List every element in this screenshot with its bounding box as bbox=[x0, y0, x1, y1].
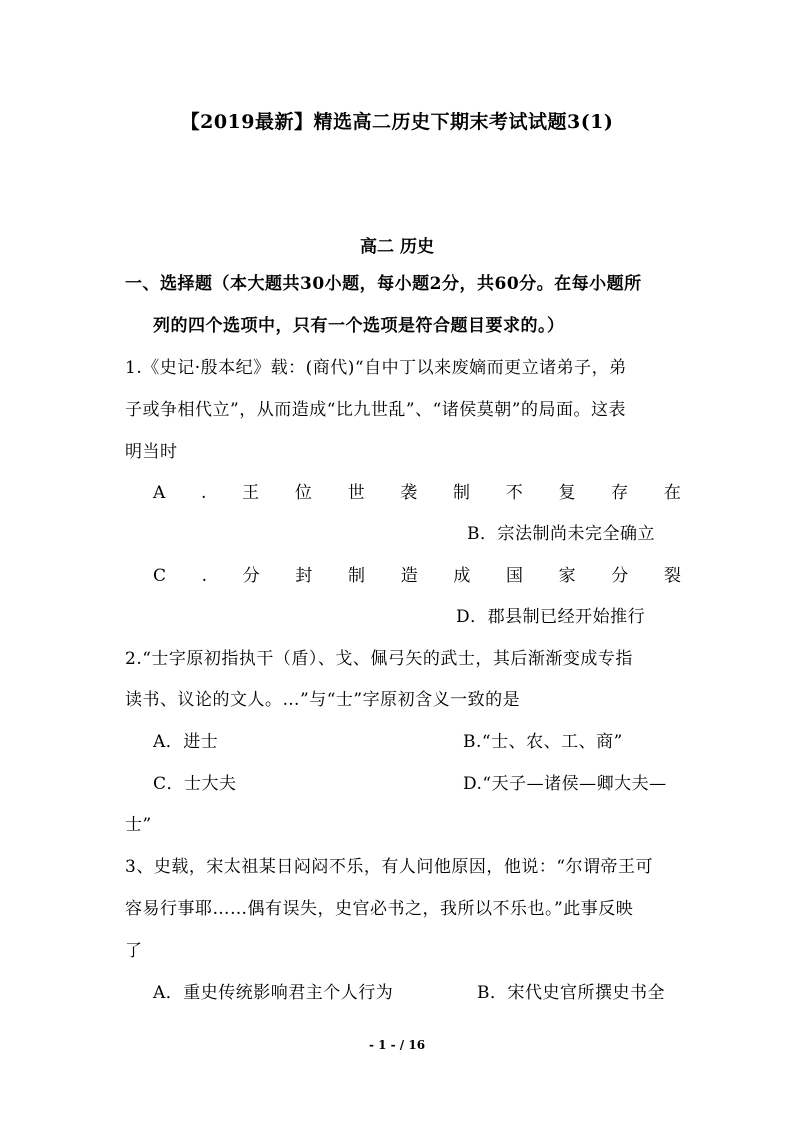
q2-stem-line2: 读书、议论的文人。…”与“士”字原初含义一致的是 bbox=[125, 690, 521, 710]
q1-option-c-char: 分 bbox=[611, 566, 629, 586]
q1-stem-line1: 1.《史记·殷本纪》载：(商代)“自中丁以来废嫡而更立诸弟子，弟 bbox=[125, 358, 627, 378]
document-subtitle: 高二 历史 bbox=[360, 237, 434, 257]
q1-option-a-char: 复 bbox=[558, 483, 576, 503]
q2-option-d: D.“天子—诸侯—卿大夫— bbox=[463, 774, 667, 794]
q1-option-c-char: 裂 bbox=[663, 566, 681, 586]
q1-option-a-char: 世 bbox=[347, 483, 365, 503]
q1-option-c-char: . bbox=[201, 566, 208, 586]
q1-option-c-char: 封 bbox=[295, 566, 313, 586]
q1-option-c-char: 成 bbox=[453, 566, 471, 586]
q1-option-a-char: 王 bbox=[242, 483, 260, 503]
q3-option-b: B．宋代史官所撰史书全 bbox=[477, 983, 665, 1003]
q1-option-c-char: 分 bbox=[242, 566, 260, 586]
page-number: - 1 - / 16 bbox=[368, 1038, 426, 1052]
q2-option-b: B.“士、农、工、商” bbox=[463, 732, 623, 752]
document-title: 【2019最新】精选高二历史下期末考试试题3(1) bbox=[180, 111, 614, 133]
q1-option-a-char: 袭 bbox=[400, 483, 418, 503]
q3-option-a: A．重史传统影响君主个人行为 bbox=[153, 983, 394, 1003]
q1-option-a-char: 不 bbox=[505, 483, 523, 503]
section-heading-line1: 一、选择题（本大题共30小题，每小题2分，共60分。在每小题所 bbox=[125, 274, 642, 294]
q2-option-d-continued: 士” bbox=[125, 815, 152, 835]
q3-stem-line2: 容易行事耶……偶有误失，史官必书之，我所以不乐也。”此事反映 bbox=[125, 899, 634, 919]
q1-option-a-char: 存 bbox=[611, 483, 629, 503]
q1-option-a-char: . bbox=[201, 483, 207, 503]
q1-option-c-char: C bbox=[153, 566, 167, 586]
q1-stem-line2: 子或争相代立”，从而造成“比九世乱”、“诸侯莫朝”的局面。这表 bbox=[125, 400, 626, 420]
q1-option-a-char: A bbox=[153, 483, 166, 503]
q1-option-b: B．宗法制尚未完全确立 bbox=[467, 524, 655, 544]
section-heading-line2: 列的四个选项中，只有一个选项是符合题目要求的。） bbox=[153, 316, 565, 336]
q1-option-a-char: 制 bbox=[453, 483, 470, 503]
q1-option-c-char: 家 bbox=[558, 566, 576, 586]
q2-option-c: C．士大夫 bbox=[153, 774, 237, 794]
q3-stem-line1: 3、史载，宋太祖某日闷闷不乐，有人问他原因，他说：“尔谓帝王可 bbox=[125, 857, 654, 877]
q1-option-a-char: 位 bbox=[294, 483, 312, 503]
q1-option-d: D．郡县制已经开始推行 bbox=[456, 607, 646, 627]
q1-option-a bbox=[153, 482, 681, 504]
q1-option-c-char: 制 bbox=[348, 566, 366, 586]
q1-option-c-char: 造 bbox=[400, 566, 418, 586]
q2-option-a: A．进士 bbox=[153, 732, 219, 752]
q3-stem-line3: 了 bbox=[125, 941, 143, 961]
q1-option-c-char: 国 bbox=[506, 566, 524, 586]
q2-stem-line1: 2.“士字原初指执干（盾）、戈、佩弓矢的武士，其后渐渐变成专指 bbox=[125, 649, 633, 669]
q1-option-c bbox=[153, 565, 681, 587]
q1-option-a-char: 在 bbox=[663, 483, 681, 503]
q1-stem-line3: 明当时 bbox=[125, 442, 178, 462]
